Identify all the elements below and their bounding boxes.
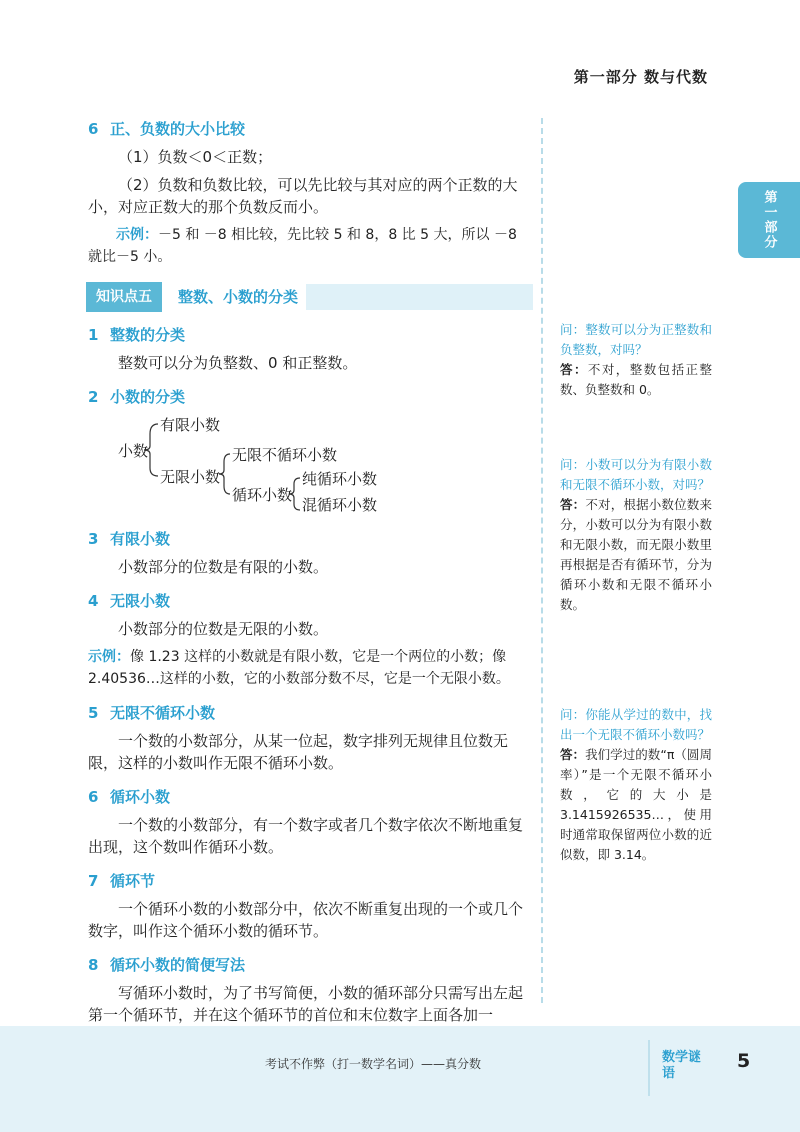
column-divider <box>541 118 543 1003</box>
tree-infinite: 无限小数 <box>160 468 221 486</box>
rule-line: （1）负数＜0＜正数； <box>118 148 273 166</box>
definition: 一个数的小数部分，有一个数字或者几个数字依次不断地重复出现，这个数叫作循环小数。 <box>88 816 524 856</box>
side-answer: 不对，整数包括正整数、负整数和 0。 <box>560 362 712 397</box>
section-heading <box>88 386 533 408</box>
example-label: 示例： <box>88 649 130 665</box>
section-number: 4 <box>88 592 99 610</box>
section-title: 循环节 <box>110 872 156 890</box>
classification-tree <box>118 412 533 516</box>
section-title: 循环小数 <box>110 788 171 806</box>
section-title: 无限不循环小数 <box>110 704 216 722</box>
section-number: 6 <box>88 120 99 138</box>
tree-mixed: 混循环小数 <box>302 496 378 514</box>
section-title: 有限小数 <box>110 530 171 548</box>
section-number: 8 <box>88 956 99 974</box>
section-number: 2 <box>88 388 99 406</box>
section-number: 7 <box>88 872 99 890</box>
main-column <box>88 118 533 1032</box>
tree-repeat: 循环小数 <box>232 486 293 504</box>
section-title: 小数的分类 <box>110 388 186 406</box>
definition: 写循环小数时，为了书写简便，小数的循环部分只需写出左起第一个循环节，并在这个循环节的首位和末位数字上面各加一 <box>88 984 524 1024</box>
knowledge-point-header <box>86 282 533 312</box>
side-answer: 我们学过的数“π（圆周率）”是一个无限不循环小数，它的大小是 3.1415926535…，使用时通常取保留两位小数的近似数，即 3.14。 <box>560 747 712 862</box>
side-answer-label: 答： <box>560 362 588 377</box>
side-answer: 不对，根据小数位数来分，小数可以分为有限小数和无限小数，而无限小数里再根据是否有循环节，分为循环小数和无限不循环小数。 <box>560 497 712 612</box>
footer-divider <box>648 1040 650 1096</box>
tree-pure: 纯循环小数 <box>302 470 378 488</box>
knowledge-point-title: 整数、小数的分类 <box>178 288 299 306</box>
section-number: 6 <box>88 788 99 806</box>
footer-tag: 数学谜语 <box>662 1050 702 1081</box>
section-number: 1 <box>88 326 99 344</box>
section-number: 3 <box>88 530 99 548</box>
chapter-side-tab: 第一部分 <box>738 182 800 258</box>
tree-finite: 有限小数 <box>160 416 221 434</box>
section-title: 无限小数 <box>110 592 171 610</box>
tree-nonrepeat: 无限不循环小数 <box>232 446 338 464</box>
section-heading <box>88 786 533 808</box>
definition: 整数可以分为负整数、0 和正整数。 <box>118 354 358 372</box>
section-heading <box>88 954 533 976</box>
header-strip <box>306 284 533 310</box>
footer-riddle: 考试不作弊（打一数学名词）——真分数 <box>265 1057 482 1071</box>
example-text: 像 1.23 这样的小数就是有限小数，它是一个两位的小数；像 2.40536…这样的小数，它的小数部分数不尽，它是一个无限小数。 <box>88 649 510 687</box>
tree-root: 小数 <box>118 442 149 460</box>
side-answer-label: 答： <box>560 747 586 762</box>
definition: 小数部分的位数是有限的小数。 <box>118 558 329 576</box>
example-label: 示例： <box>116 227 158 243</box>
side-question: 问：小数可以分为有限小数和无限不循环小数，对吗？ <box>560 457 712 492</box>
section-title: 循环小数的简便写法 <box>110 956 246 974</box>
side-note <box>560 455 712 615</box>
example <box>88 224 533 268</box>
side-question: 问：你能从学过的数中，找出一个无限不循环小数吗？ <box>560 707 712 742</box>
knowledge-point-badge: 知识点五 <box>86 282 162 312</box>
section-number: 5 <box>88 704 99 722</box>
example-text: －5 和 －8 相比较，先比较 5 和 8，8 比 5 大，所以 －8 就比－5 小。 <box>88 227 517 265</box>
section-heading <box>88 324 533 346</box>
rule-paragraph: （2）负数和负数比较，可以先比较与其对应的两个正数的大小，对应正数大的那个负数反而小。 <box>88 176 518 216</box>
definition: 一个数的小数部分，从某一位起，数字排列无规律且位数无限，这样的小数叫作无限不循环小数。 <box>88 732 509 772</box>
section-heading <box>88 528 533 550</box>
side-question: 问：整数可以分为正整数和负整数，对吗？ <box>560 322 712 357</box>
section-title: 正、负数的大小比较 <box>110 120 246 138</box>
page-header: 第一部分 数与代数 <box>573 68 708 86</box>
definition: 一个循环小数的小数部分中，依次不断重复出现的一个或几个数字，叫作这个循环小数的循环节。 <box>88 900 524 940</box>
side-note <box>560 320 712 400</box>
definition: 小数部分的位数是无限的小数。 <box>118 620 329 638</box>
side-answer-label: 答： <box>560 497 586 512</box>
section-heading <box>88 118 533 140</box>
section-heading <box>88 702 533 724</box>
section-heading <box>88 870 533 892</box>
section-heading <box>88 590 533 612</box>
page-number: 5 <box>737 1050 751 1072</box>
section-title: 整数的分类 <box>110 326 186 344</box>
side-note <box>560 705 712 865</box>
example <box>88 646 533 690</box>
